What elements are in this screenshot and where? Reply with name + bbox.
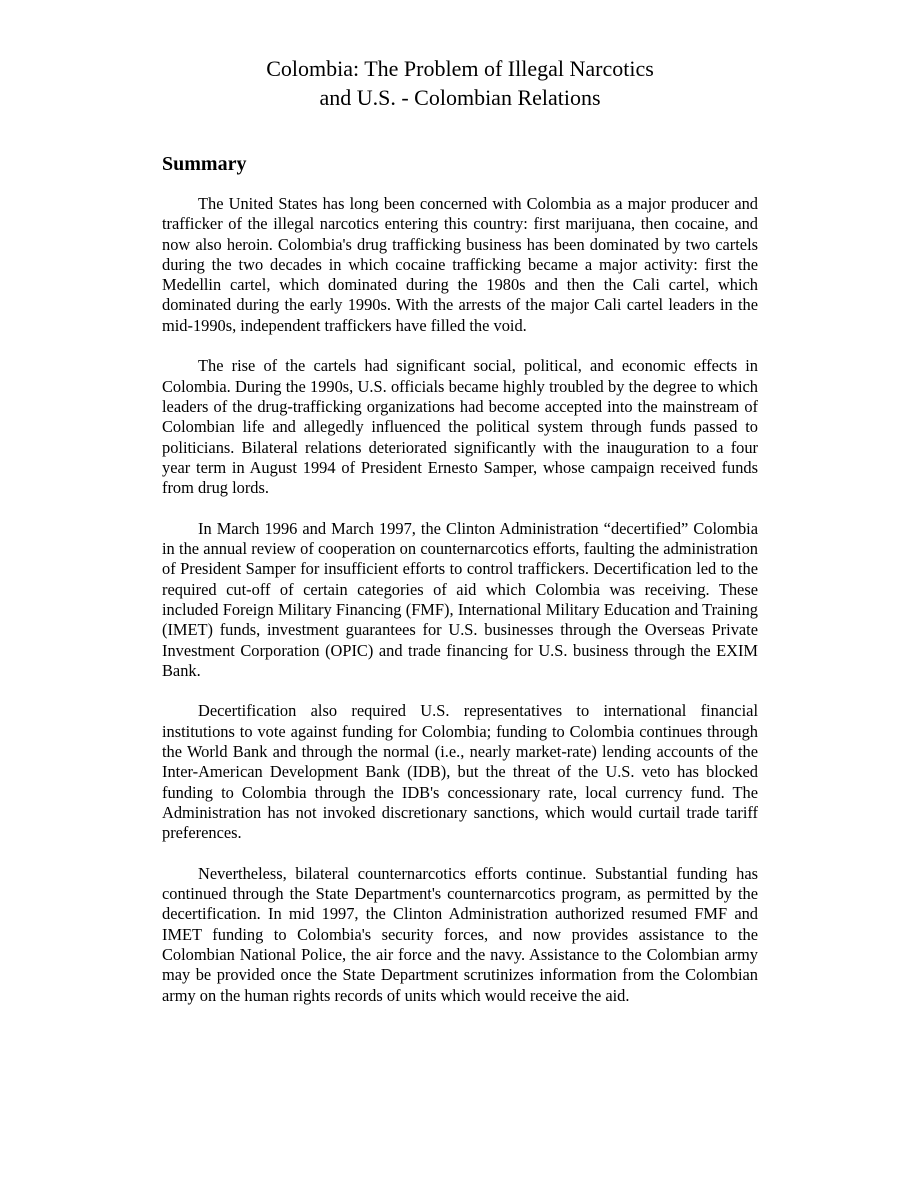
section-heading-summary: Summary [162, 153, 247, 175]
document-title [162, 54, 758, 112]
paragraph-1: The United States has long been concerned with Colombia as a major producer and trafficker of the illegal narcotics entering this country: first marijuana, then cocaine, and now also heroin. Colombia's drug trafficking business has been dominated by two cartels during the two decades in which cocaine trafficking became a major activity: first the Medellin cartel, which dominated during the 1980s and then the Cali cartel, which dominated during the early 1990s. With the arrests of the major Cali cartel leaders in the mid-1990s, independent traffickers have filled the void. [162, 194, 758, 335]
paragraph-5: Nevertheless, bilateral counternarcotics efforts continue. Substantial funding has continued through the State Department's counternarcotics program, as permitted by the decertification. In mid 1997, the Clinton Administration authorized resumed FMF and IMET funding to Colombia's security forces, and now provides assistance to the Colombian National Police, the air force and the navy. Assistance to the Colombian army may be provided once the State Department scrutinizes information from the Colombian army on the human rights records of units which would receive the aid. [162, 863, 758, 1005]
paragraph-2: The rise of the cartels had significant social, political, and economic effects in Colombia. During the 1990s, U.S. officials became highly troubled by the degree to which leaders of the drug-trafficking organizations had become accepted into the mainstream of Colombian life and allegedly influenced the political system through funds passed to politicians. Bilateral relations deteriorated significantly with the inauguration to a four year term in August 1994 of President Ernesto Samper, whose campaign received funds from drug lords. [162, 356, 758, 498]
paragraph-4: Decertification also required U.S. representatives to international financial institutions to vote against funding for Colombia; funding to Colombia continues through the World Bank and through the normal (i.e., nearly market-rate) lending accounts of the Inter-American Development Bank (IDB), but the threat of the U.S. veto has blocked funding to Colombia through the IDB's concessionary rate, local currency fund. The Administration has not invoked discretionary sanctions, which would curtail trade tariff preferences. [162, 701, 758, 843]
document-page [162, 54, 758, 1026]
document-title-line-2: and U.S. - Colombian Relations [319, 85, 601, 110]
paragraph-3: In March 1996 and March 1997, the Clinton Administration “decertified” Colombia in the annual review of cooperation on counternarcotics efforts, faulting the administration of President Samper for insufficient efforts to control traffickers. Decertification led to the required cut-off of certain categories of aid which Colombia was receiving. These included Foreign Military Financing (FMF), International Military Education and Training (IMET) funds, investment guarantees for U.S. businesses through the Overseas Private Investment Corporation (OPIC) and trade financing for U.S. business through the EXIM Bank. [162, 518, 758, 680]
document-title-line-1: Colombia: The Problem of Illegal Narcotics [266, 56, 654, 81]
